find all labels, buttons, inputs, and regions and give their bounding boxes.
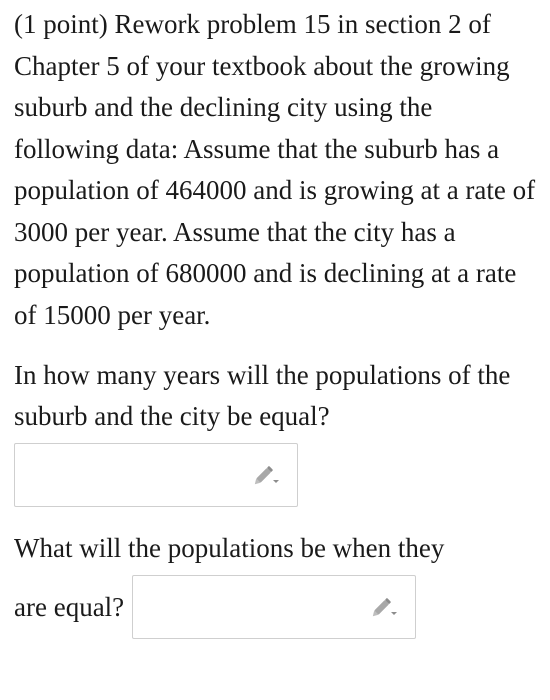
question-populations-equal-continued: are equal? bbox=[14, 592, 125, 622]
problem-statement: (1 point) Rework problem 15 in section 2 of Chapter 5 of your textbook about the growing suburb and the declining city using the following data: Assume that the suburb has a population of 464000 and is growing at a rate of 3000 per year. Assume that the city has a population of 680000 and is declining at a rate of 15000 per year. bbox=[14, 9, 536, 330]
pencil-icon[interactable] bbox=[253, 463, 281, 487]
years-answer-input[interactable] bbox=[14, 443, 298, 507]
question-years-equal: In how many years will the populations of the suburb and the city be equal? bbox=[14, 360, 511, 431]
pencil-icon[interactable] bbox=[371, 595, 399, 619]
populations-answer-input[interactable] bbox=[132, 575, 416, 639]
question-populations-equal: What will the populations be when they bbox=[14, 533, 445, 563]
populations-answer-row bbox=[14, 575, 540, 639]
